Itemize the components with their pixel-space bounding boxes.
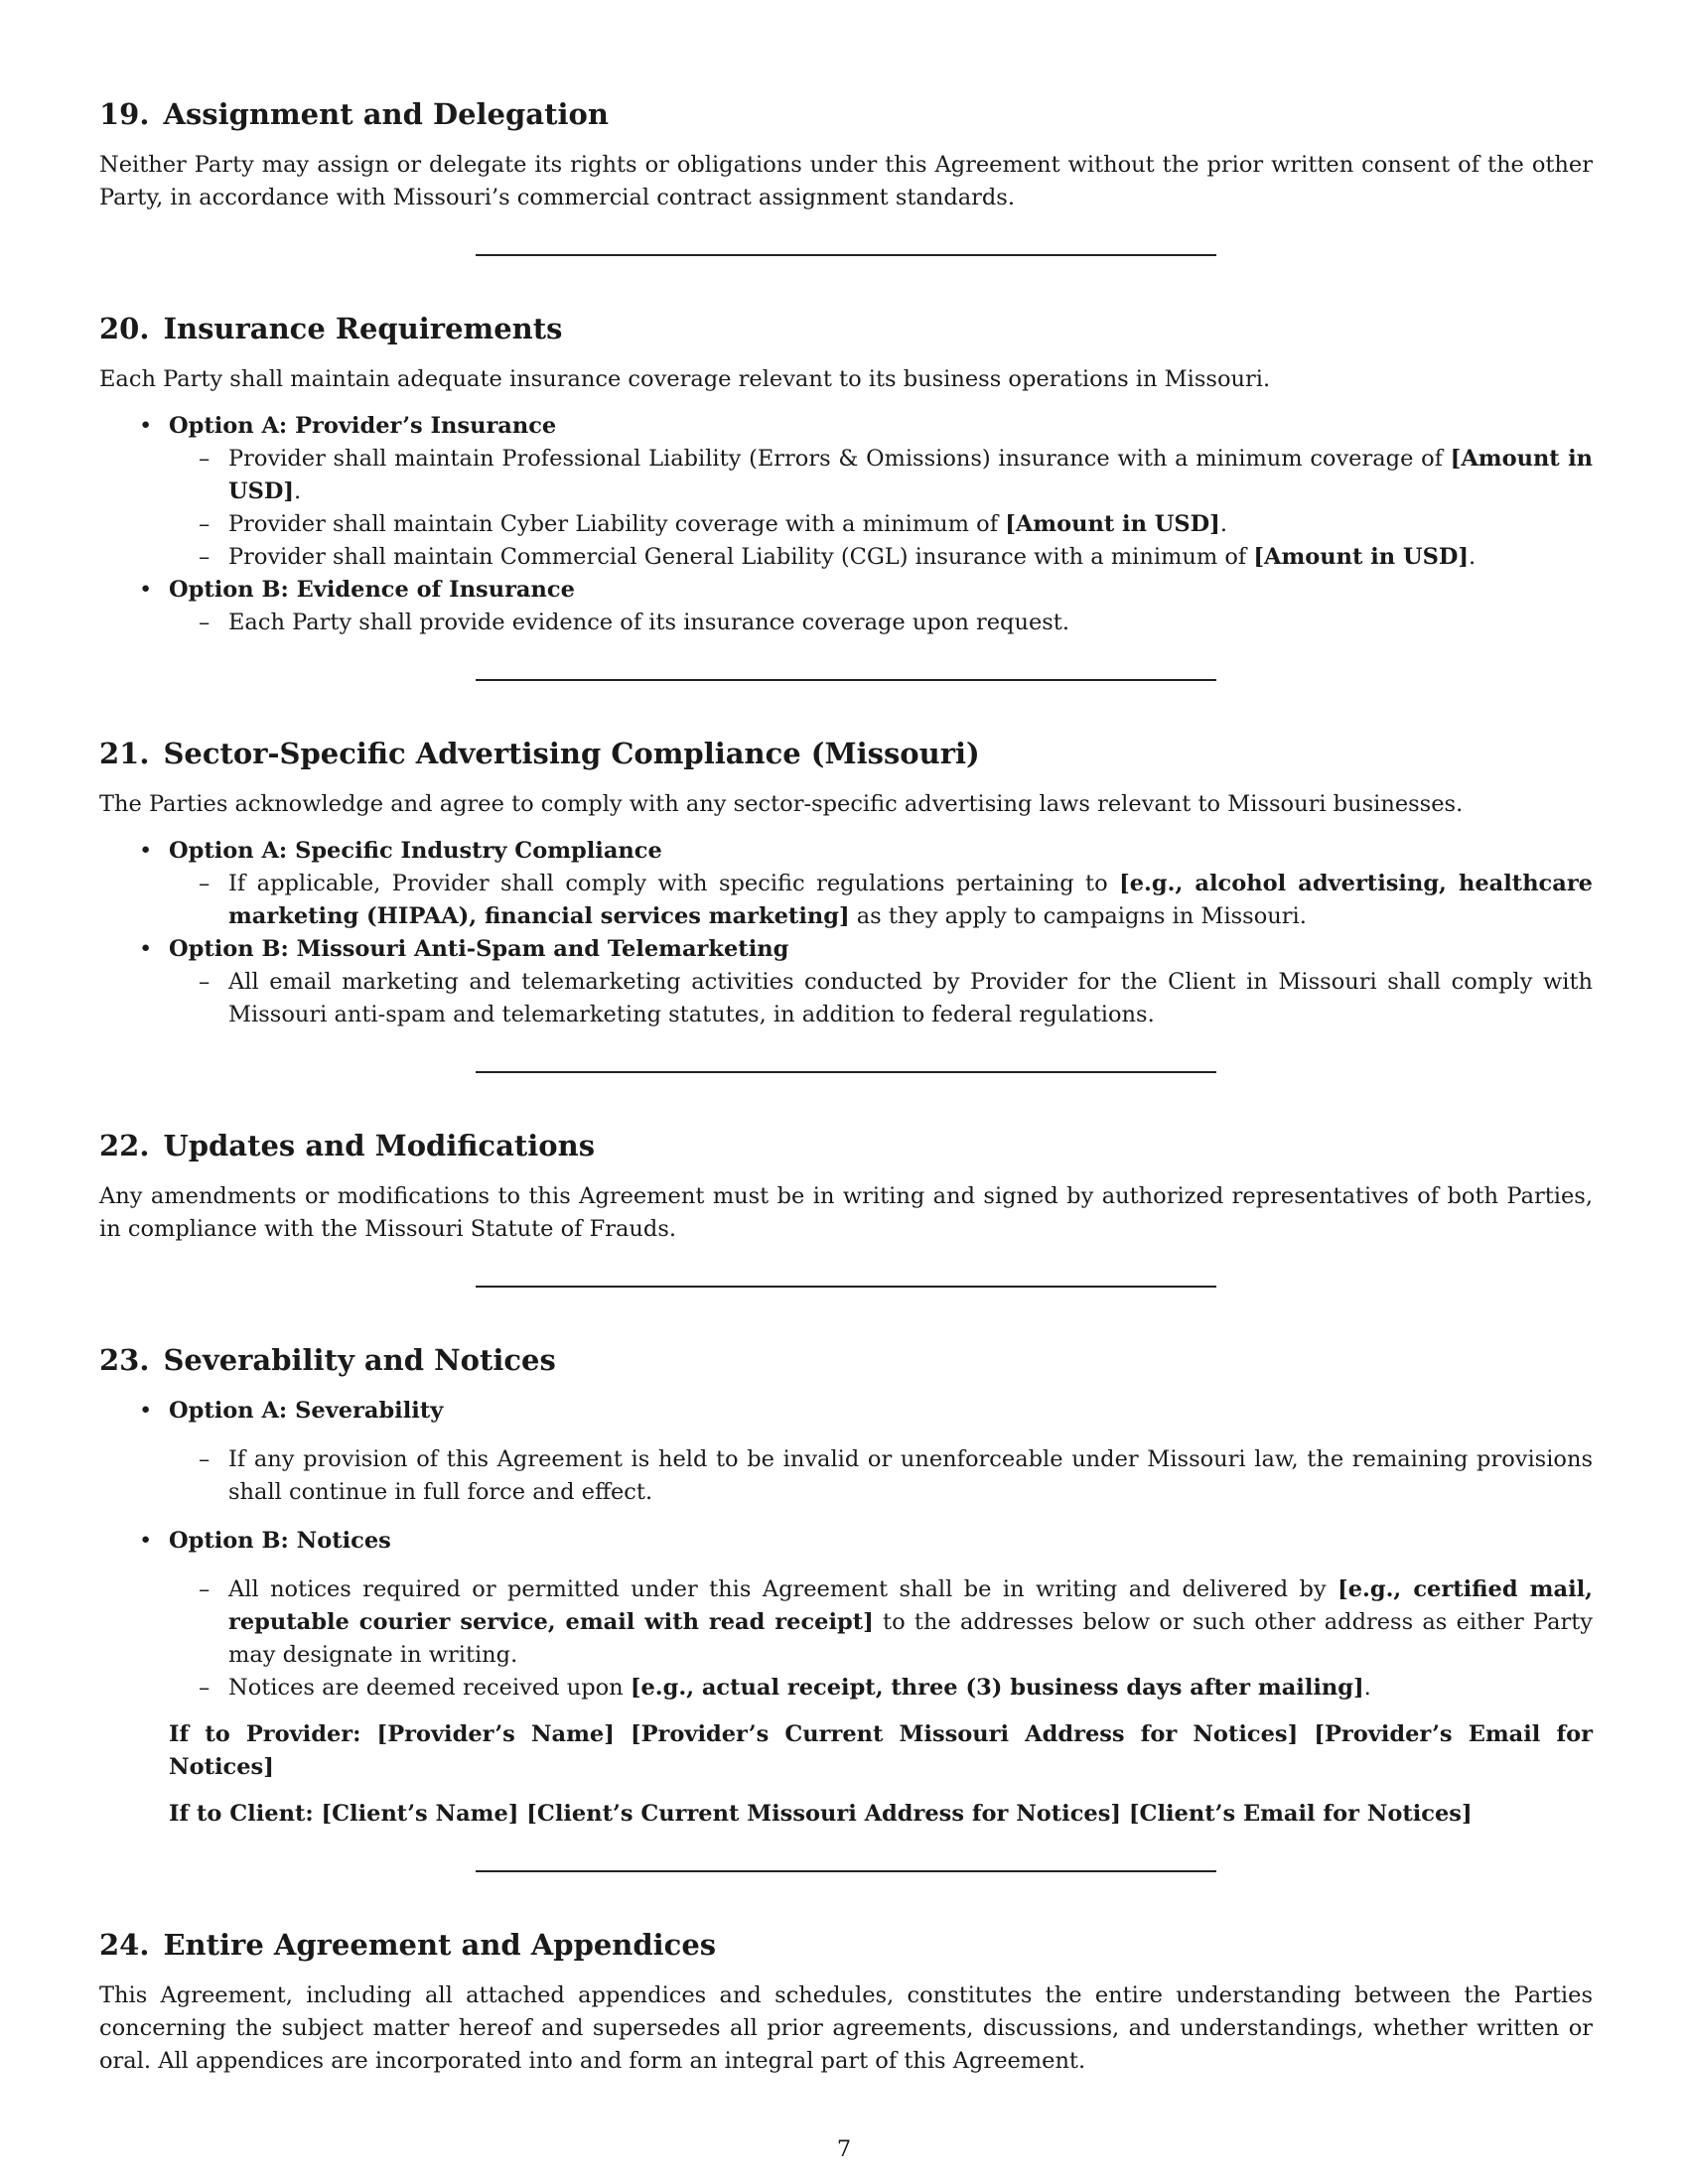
section-body: Neither Party may assign or delegate its rights or obligations under this Agreement without the prior written consent of the other Party, in accordance with Missouri’s commercial contract assignment standards.: [99, 152, 1593, 210]
option-list: [99, 410, 1593, 639]
text: Provider shall maintain Cyber Liability coverage with a minimum of: [228, 511, 1006, 537]
sub-item: [169, 1573, 1593, 1672]
section-number: 22.: [99, 1129, 150, 1162]
option-b: [99, 1525, 1593, 1705]
placeholder-amount: [Amount in USD]: [228, 446, 1593, 504]
text: Provider shall maintain Commercial General Liability (CGL) insurance with a minimum of: [228, 544, 1254, 570]
section-heading: [99, 95, 1593, 133]
sub-list: [169, 607, 1593, 639]
sub-item: – All email marketing and telemarketing activities conducted by Provider for the Client in Missouri shall comply with Missouri anti-spam and telemarketing statutes, in addition to federal regulations.: [169, 966, 1593, 1031]
option-a: [99, 1395, 1593, 1509]
section-number: 19.: [99, 97, 150, 131]
text: All notices required or permitted under this Agreement shall be in writing and delivered by: [228, 1576, 1338, 1602]
sub-item: [169, 868, 1593, 933]
option-title: • Option B: Evidence of Insurance: [169, 577, 575, 603]
section-23: [99, 1341, 1593, 1831]
sub-list: [169, 868, 1593, 933]
placeholder-amount: [Amount in USD]: [1005, 511, 1220, 537]
sub-item: [169, 508, 1593, 541]
sub-list: [169, 443, 1593, 574]
option-b: [99, 933, 1593, 1031]
section-24: [99, 1926, 1593, 2078]
document-page: [99, 95, 1593, 2078]
section-22: [99, 1127, 1593, 1246]
section-number: 23.: [99, 1343, 150, 1377]
section-divider: [476, 1286, 1216, 1288]
option-a: [99, 835, 1593, 933]
section-number: 20.: [99, 312, 150, 345]
provider-notice-address: If to Provider: [Provider’s Name] [Provider’s Current Missouri Address for Notices] [Provider’s Email for Notices]: [169, 1721, 1593, 1780]
placeholder-delivery: [e.g., certified mail, reputable courier service, email with read receipt]: [228, 1576, 1593, 1635]
sub-item: – If any provision of this Agreement is held to be invalid or unenforceable under Missouri law, the remaining provisions shall continue in full force and effect.: [169, 1443, 1593, 1509]
client-notice-address: If to Client: [Client’s Name] [Client’s Current Missouri Address for Notices] [Client’s Email for Notices]: [169, 1801, 1473, 1827]
section-divider: [476, 254, 1216, 256]
section-20: [99, 310, 1593, 639]
sub-item: [169, 1672, 1593, 1705]
section-divider: [476, 1071, 1216, 1073]
option-b: [99, 574, 1593, 639]
section-body: This Agreement, including all attached appendices and schedules, constitutes the entire understanding between the Parties concerning the subject matter hereof and supersedes all prior agreements, discussions, and understandings, whether written or oral. All appendices are incorporated into and form an integral part of this Agreement.: [99, 1982, 1593, 2074]
section-title: Insurance Requirements: [163, 312, 563, 345]
text: .: [1219, 511, 1227, 537]
section-number: 24.: [99, 1928, 150, 1962]
option-title: • Option A: Severability: [169, 1398, 444, 1424]
text: as they apply to campaigns in Missouri.: [849, 903, 1307, 929]
sub-list: [169, 1443, 1593, 1509]
sub-item: [169, 443, 1593, 508]
section-divider: [476, 1870, 1216, 1872]
section-body: Each Party shall maintain adequate insurance coverage relevant to its business operations in Missouri.: [99, 366, 1271, 392]
option-list: [99, 1395, 1593, 1705]
section-heading: [99, 735, 1593, 772]
placeholder-amount: [Amount in USD]: [1253, 544, 1470, 570]
text: .: [1363, 1675, 1371, 1701]
text: Provider shall maintain Professional Liability (Errors & Omissions) insurance with a minimum coverage of: [228, 446, 1451, 472]
text: to the addresses below or such other address as either Party may designate in writing.: [228, 1609, 1594, 1668]
option-list: [99, 835, 1593, 1031]
section-heading: [99, 1926, 1593, 1964]
section-title: Assignment and Delegation: [163, 97, 609, 131]
option-a: [99, 410, 1593, 574]
option-title: • Option A: Specific Industry Compliance: [169, 838, 662, 864]
section-number: 21.: [99, 737, 150, 770]
section-title: Updates and Modifications: [163, 1129, 596, 1162]
section-body: The Parties acknowledge and agree to comply with any sector-specific advertising laws relevant to Missouri businesses.: [99, 791, 1464, 817]
option-title: • Option B: Missouri Anti-Spam and Telemarketing: [169, 936, 789, 962]
section-heading: [99, 1341, 1593, 1379]
sub-list: [169, 966, 1593, 1031]
section-21: [99, 735, 1593, 1031]
text: If applicable, Provider shall comply with specific regulations pertaining to: [228, 871, 1120, 896]
option-title: • Option A: Provider’s Insurance: [169, 413, 557, 439]
text: .: [294, 478, 302, 504]
section-heading: [99, 310, 1593, 347]
option-title: • Option B: Notices: [169, 1528, 391, 1554]
text: Notices are deemed received upon: [228, 1675, 631, 1701]
section-body: Any amendments or modifications to this Agreement must be in writing and signed by authorized representatives of both Parties, in compliance with the Missouri Statute of Frauds.: [99, 1183, 1593, 1242]
section-divider: [476, 679, 1216, 681]
sub-item: [169, 541, 1593, 574]
sub-list: [169, 1573, 1593, 1705]
section-title: Entire Agreement and Appendices: [163, 1928, 717, 1962]
section-19: [99, 95, 1593, 214]
placeholder-receipt: [e.g., actual receipt, three (3) business days after mailing]: [630, 1675, 1364, 1701]
placeholder-sector: [e.g., alcohol advertising, healthcare marketing (HIPAA), financial services marketing]: [228, 871, 1593, 929]
page-number: 7: [836, 2136, 852, 2162]
text: .: [1469, 544, 1477, 570]
section-title: Sector-Specific Advertising Compliance (Missouri): [163, 737, 980, 770]
section-title: Severability and Notices: [163, 1343, 556, 1377]
section-heading: [99, 1127, 1593, 1164]
sub-item: – Each Party shall provide evidence of its insurance coverage upon request.: [169, 607, 1593, 639]
